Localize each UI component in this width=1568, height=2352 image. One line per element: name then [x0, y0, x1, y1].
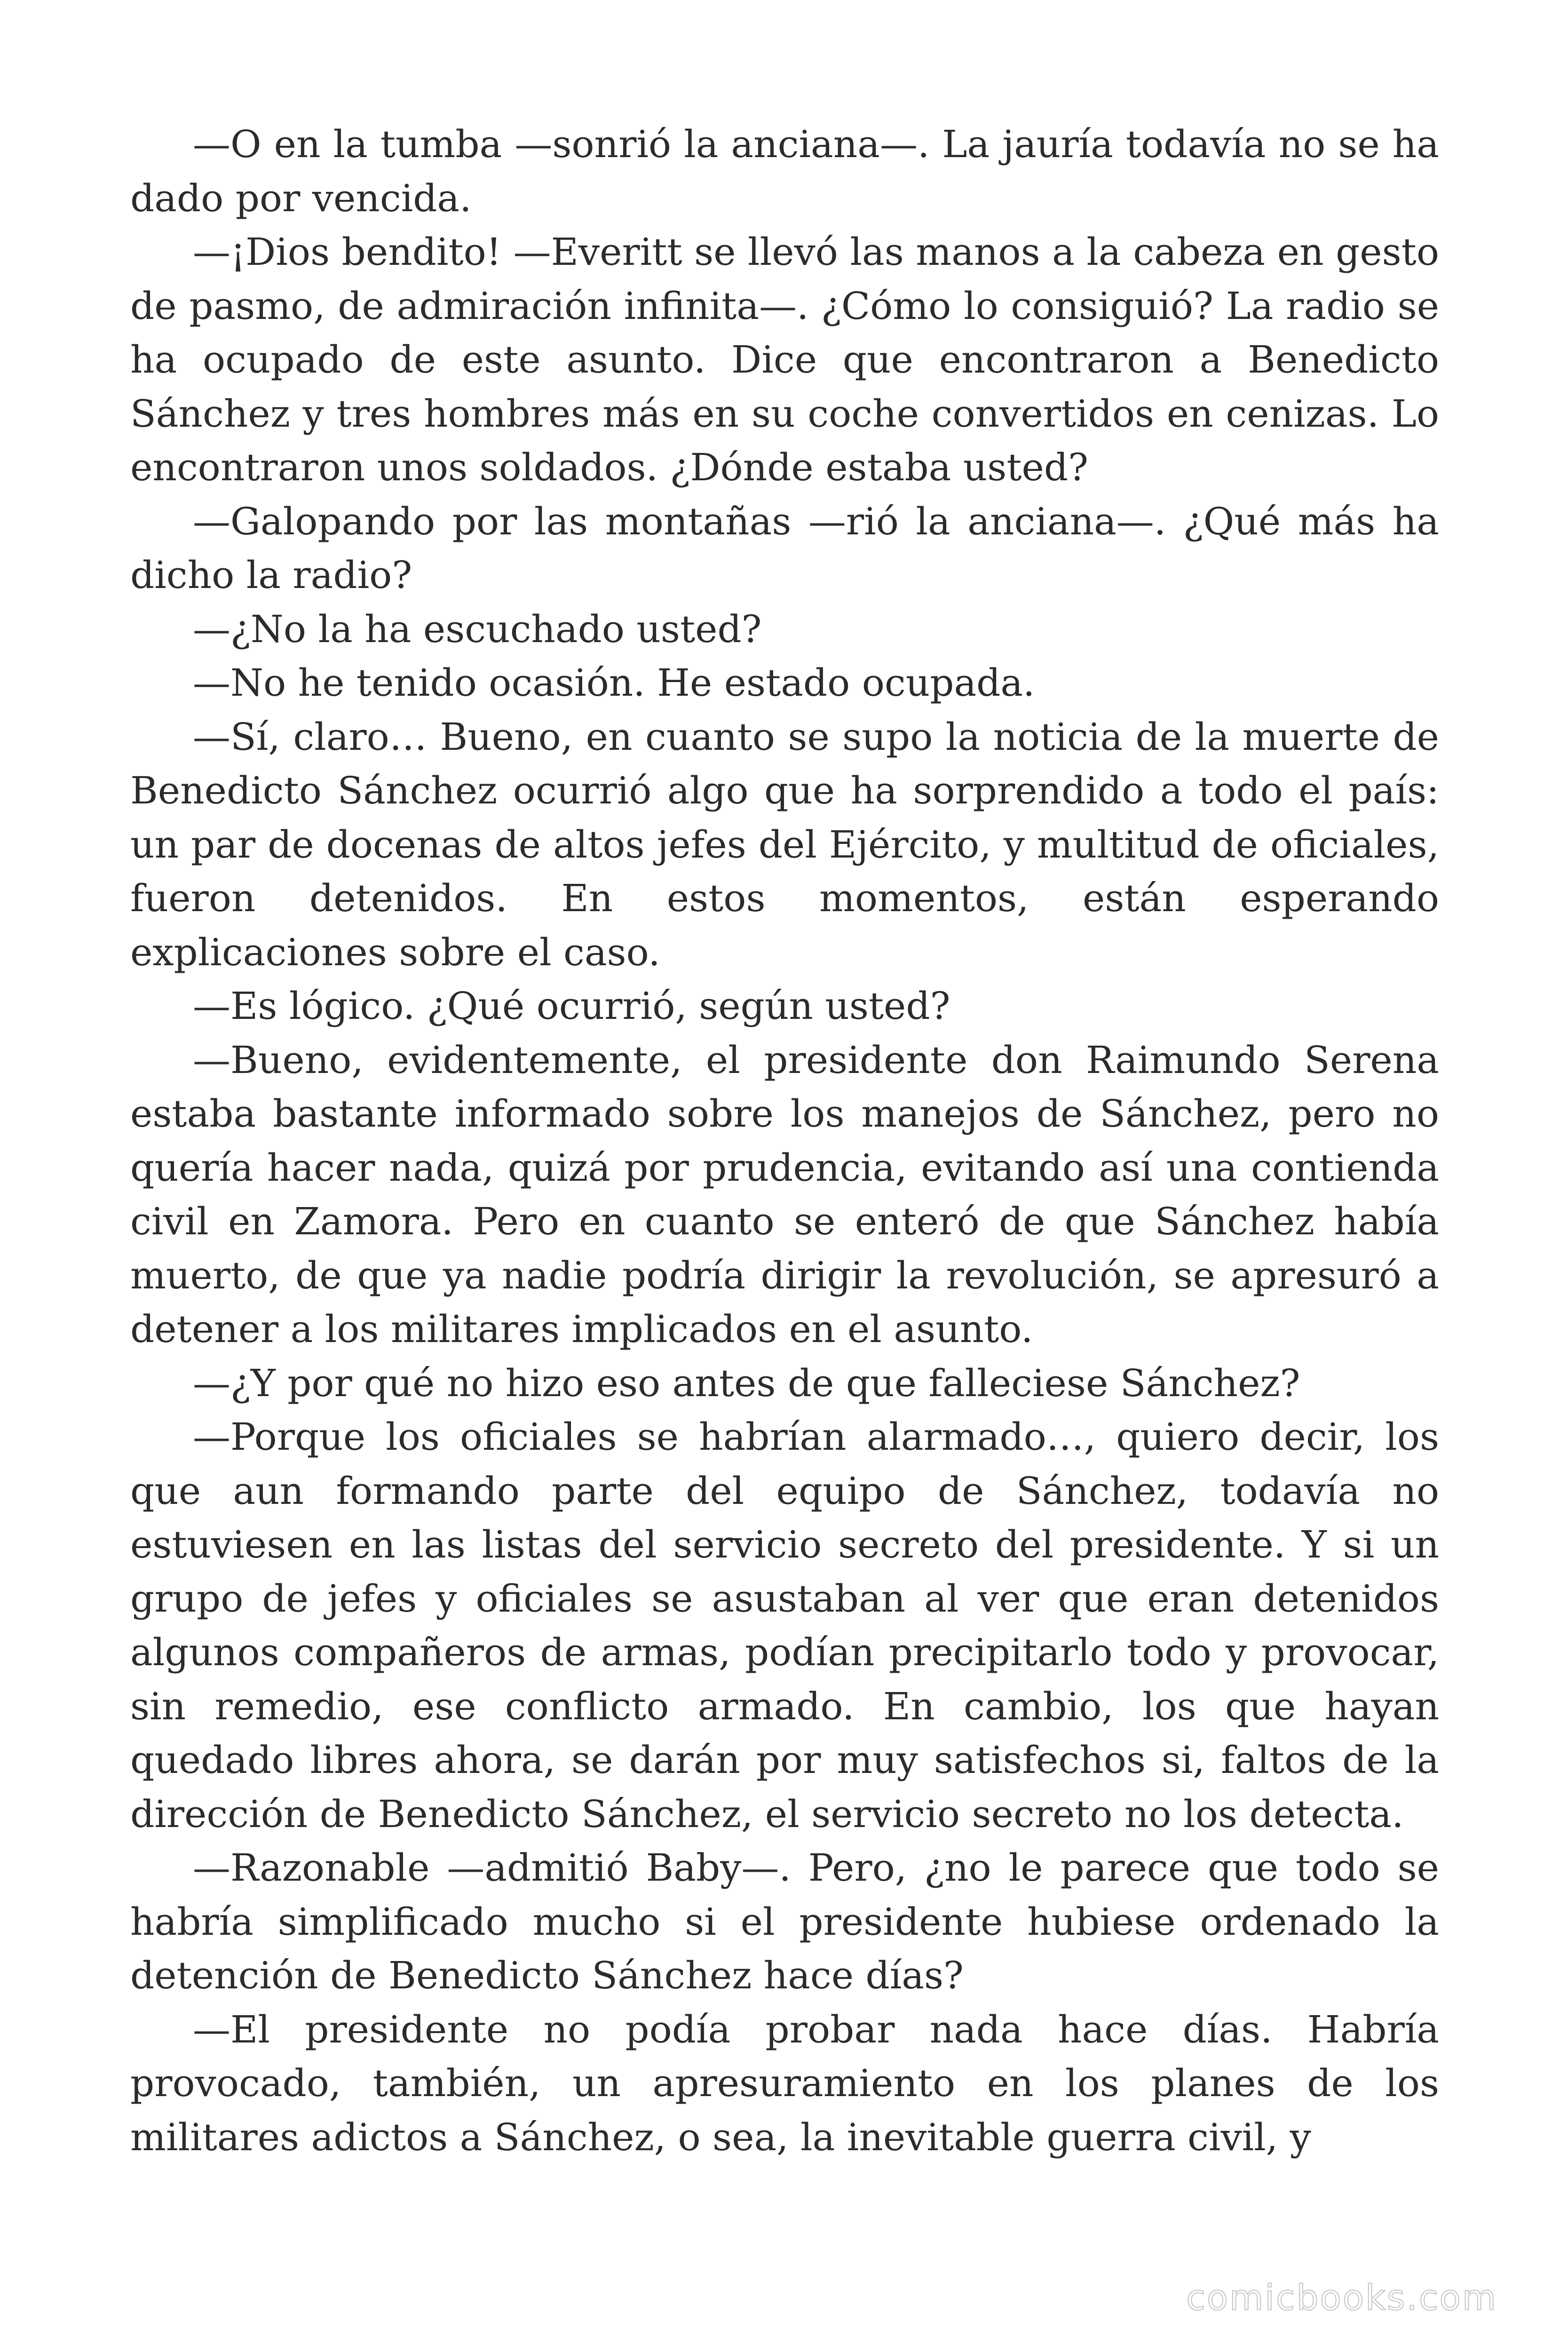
paragraph: —Porque los oficiales se habrían alarmado…, quiero decir, los que aun formando parte del equipo de Sánchez, todavía no estuviesen en las listas del servicio secreto del presidente. Y si un grupo de jefes y oficiales se asustaban al ver que eran detenidos algunos compañeros de armas, podían precipitarlo todo y provocar, sin remedio, ese conflicto armado. En cambio, los que hayan quedado libres ahora, se darán por muy satisfechos si, faltos de la dirección de Benedicto Sánchez, el servicio secreto no los detecta.: [130, 1415, 1439, 1836]
book-page: [130, 118, 1439, 2211]
watermark: comicbooks.com: [1186, 2278, 1497, 2318]
body-text: [130, 118, 1439, 2164]
paragraph: —¡Dios bendito! —Everitt se llevó las manos a la cabeza en gesto de pasmo, de admiración infinita—. ¿Cómo lo consiguió? La radio se ha ocupado de este asunto. Dice que encontraron a Benedicto Sánchez y tres hombres más en su coche convertidos en cenizas. Lo encontraron unos soldados. ¿Dónde estaba usted?: [130, 230, 1439, 489]
paragraph: —El presidente no podía probar nada hace días. Habría provocado, también, un apresuramiento en los planes de los militares adictos a Sánchez, o sea, la inevitable guerra civil, y: [130, 2007, 1439, 2159]
paragraph: —O en la tumba —sonrió la anciana—. La jauría todavía no se ha dado por vencida.: [130, 122, 1439, 220]
paragraph: —Razonable —admitió Baby—. Pero, ¿no le parece que todo se habría simplificado mucho si el presidente hubiese ordenado la detención de Benedicto Sánchez hace días?: [130, 1846, 1439, 1997]
paragraph: —¿No la ha escuchado usted?: [193, 607, 762, 651]
paragraph: —Sí, claro… Bueno, en cuanto se supo la noticia de la muerte de Benedicto Sánchez ocurrió algo que ha sorprendido a todo el país: un par de docenas de altos jefes del Ejército, y multitud de oficiales, fueron detenidos. En estos momentos, están esperando explicaciones sobre el caso.: [130, 715, 1439, 974]
paragraph: —¿Y por qué no hizo eso antes de que falleciese Sánchez?: [193, 1361, 1300, 1405]
paragraph: —Es lógico. ¿Qué ocurrió, según usted?: [193, 984, 950, 1028]
paragraph: —Galopando por las montañas —rió la anciana—. ¿Qué más ha dicho la radio?: [130, 499, 1439, 597]
paragraph: —Bueno, evidentemente, el presidente don Raimundo Serena estaba bastante informado sobre los manejos de Sánchez, pero no quería hacer nada, quizá por prudencia, evitando así una contienda civil en Zamora. Pero en cuanto se enteró de que Sánchez había muerto, de que ya nadie podría dirigir la revolución, se apresuró a detener a los militares implicados en el asunto.: [130, 1038, 1439, 1351]
paragraph: —No he tenido ocasión. He estado ocupada.: [193, 661, 1035, 705]
